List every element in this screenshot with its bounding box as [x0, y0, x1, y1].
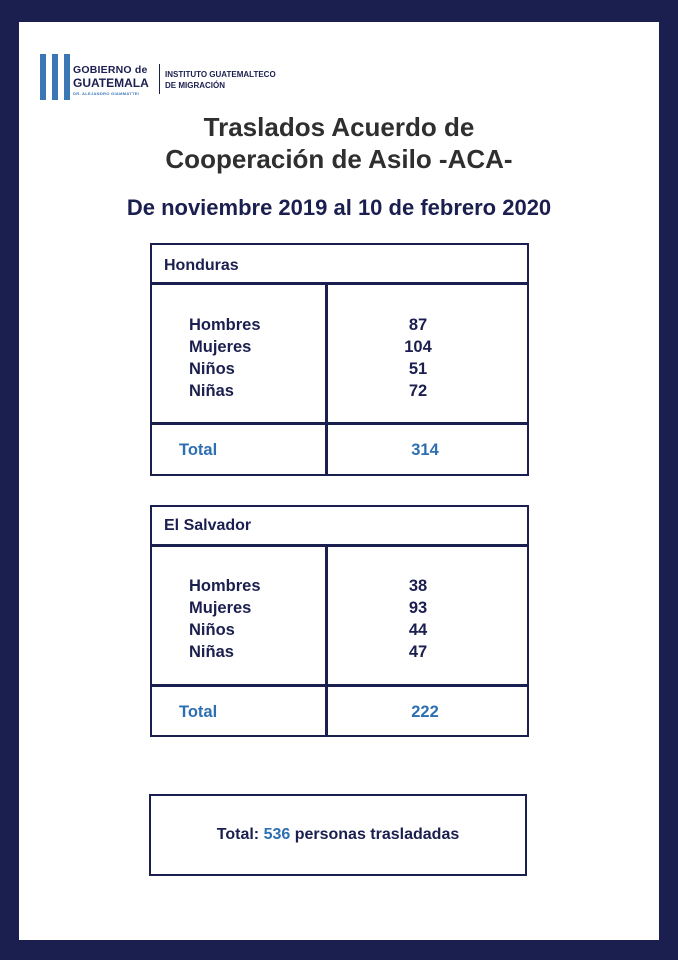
divider [150, 282, 529, 285]
country-header: El Salvador [164, 517, 252, 534]
row-label-ninas: Niñas [189, 643, 234, 661]
divider [150, 684, 529, 687]
grand-total [149, 826, 527, 844]
logo-guatemala: GUATEMALA [73, 76, 149, 90]
total-label: Total [179, 441, 218, 459]
row-label-ninos: Niños [189, 360, 235, 378]
row-value-ninas: 47 [408, 643, 428, 661]
country-header: Honduras [164, 257, 239, 274]
row-label-ninas: Niñas [189, 382, 234, 400]
total-value: 222 [411, 703, 439, 721]
grand-total-number: 536 [263, 826, 291, 843]
row-value-ninas: 72 [408, 382, 428, 400]
row-label-hombres: Hombres [189, 316, 261, 334]
row-value-ninos: 51 [408, 360, 428, 378]
row-value-ninos: 44 [408, 621, 428, 639]
divider [150, 544, 529, 547]
row-label-mujeres: Mujeres [189, 599, 252, 617]
divider [325, 546, 328, 737]
row-label-ninos: Niños [189, 621, 235, 639]
divider [150, 422, 529, 425]
total-label: Total [179, 703, 218, 721]
logo-gobierno: GOBIERNO de [73, 64, 148, 76]
page-title-line1: Traslados Acuerdo de [203, 112, 475, 142]
row-value-hombres: 87 [408, 316, 428, 334]
grand-total-prefix: Total: [216, 826, 264, 843]
document-page [19, 22, 659, 940]
institute-name-line1: INSTITUTO GUATEMALTECO [165, 70, 276, 79]
date-range-subtitle: De noviembre 2019 al 10 de febrero 2020 [126, 195, 552, 220]
guatemala-flag-logo-icon [40, 54, 70, 100]
institute-name-line2: DE MIGRACIÓN [165, 81, 225, 90]
divider [325, 284, 328, 476]
page-title-line2: Cooperación de Asilo -ACA- [165, 144, 513, 174]
row-value-mujeres: 104 [404, 338, 432, 356]
row-label-mujeres: Mujeres [189, 338, 252, 356]
grand-total-suffix: personas trasladadas [290, 826, 460, 843]
total-value: 314 [411, 441, 439, 459]
logo-president: DR. ALEJANDRO GIAMMATTEI [73, 91, 140, 96]
logo-divider [159, 64, 160, 94]
row-label-hombres: Hombres [189, 577, 261, 595]
row-value-hombres: 38 [408, 577, 428, 595]
row-value-mujeres: 93 [408, 599, 428, 617]
